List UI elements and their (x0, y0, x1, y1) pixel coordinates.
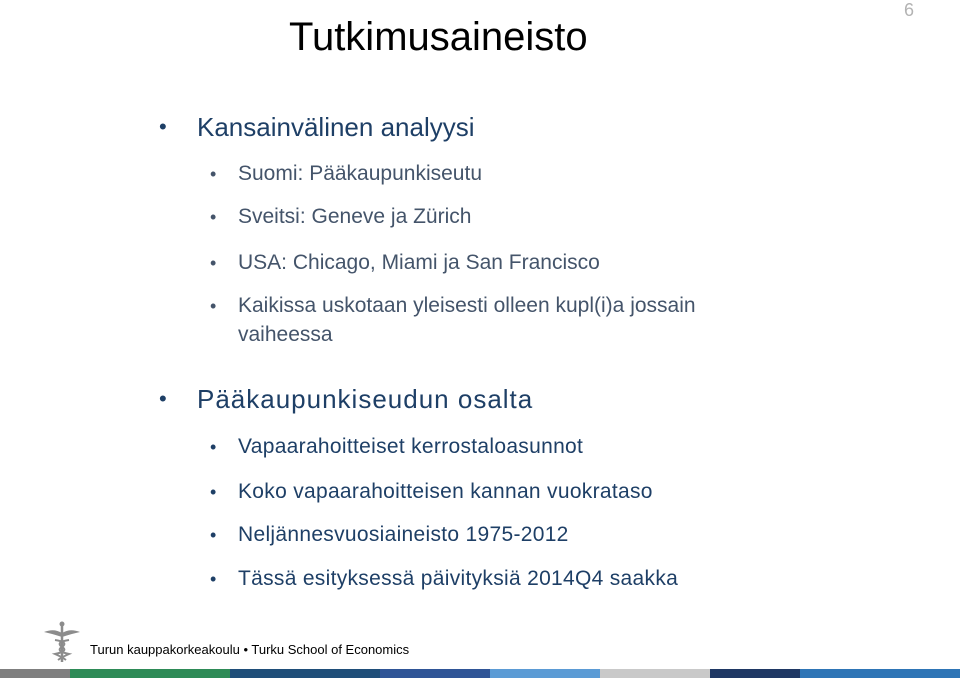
list-item (210, 432, 584, 462)
footer-bar-segment (800, 669, 960, 678)
list-item (210, 291, 696, 321)
section-heading-capital-region (159, 384, 534, 414)
list-item-text: vaiheessa (238, 323, 333, 346)
footer-text: Turun kauppakorkeakoulu • Turku School of Economics (90, 642, 410, 657)
section-heading-international (159, 112, 475, 142)
bullet-icon: • (210, 482, 217, 502)
footer-bar-segment (380, 669, 490, 678)
list-item-text: Sveitsi: Geneve ja Zürich (238, 205, 472, 228)
bullet-icon: • (210, 164, 217, 184)
footer-bar-segment (230, 669, 380, 678)
bullet-icon: • (210, 525, 217, 545)
bullet-icon: • (210, 437, 217, 457)
list-item (210, 159, 482, 189)
bullet-icon: • (159, 386, 168, 411)
list-item-text: Koko vapaarahoitteisen kannan vuokrataso (238, 480, 653, 503)
list-item-text: Tässä esityksessä päivityksiä 2014Q4 saakka (238, 567, 679, 590)
bullet-icon: • (210, 207, 217, 227)
slide-number: 6 (903, 0, 914, 20)
bullet-icon: • (210, 296, 217, 316)
list-item (210, 202, 472, 232)
list-item (210, 520, 569, 550)
slide-title: Tutkimusaineisto (289, 15, 588, 59)
section-heading-text: Kansainvälinen analyysi (197, 112, 475, 142)
list-item-text: USA: Chicago, Miami ja San Francisco (238, 251, 600, 274)
footer-color-bar (0, 669, 960, 678)
footer-bar-segment (0, 669, 70, 678)
list-item (210, 564, 679, 594)
footer-bar-segment (600, 669, 710, 678)
footer-bar-segment (70, 669, 230, 678)
caduceus-logo-icon (40, 620, 84, 664)
list-item-continuation (238, 320, 333, 350)
list-item-text: Suomi: Pääkaupunkiseutu (238, 162, 482, 185)
footer-bar-segment (490, 669, 600, 678)
bullet-icon: • (210, 569, 217, 589)
list-item (210, 248, 600, 278)
list-item-text: Kaikissa uskotaan yleisesti olleen kupl(i)a jossain (238, 294, 696, 317)
bullet-icon: • (210, 253, 217, 273)
list-item-text: Neljännesvuosiaineisto 1975-2012 (238, 523, 569, 546)
list-item (210, 477, 653, 507)
footer-bar-segment (710, 669, 800, 678)
section-heading-text: Pääkaupunkiseudun osalta (197, 384, 534, 414)
list-item-text: Vapaarahoitteiset kerrostaloasunnot (238, 435, 584, 458)
bullet-icon: • (159, 114, 167, 139)
